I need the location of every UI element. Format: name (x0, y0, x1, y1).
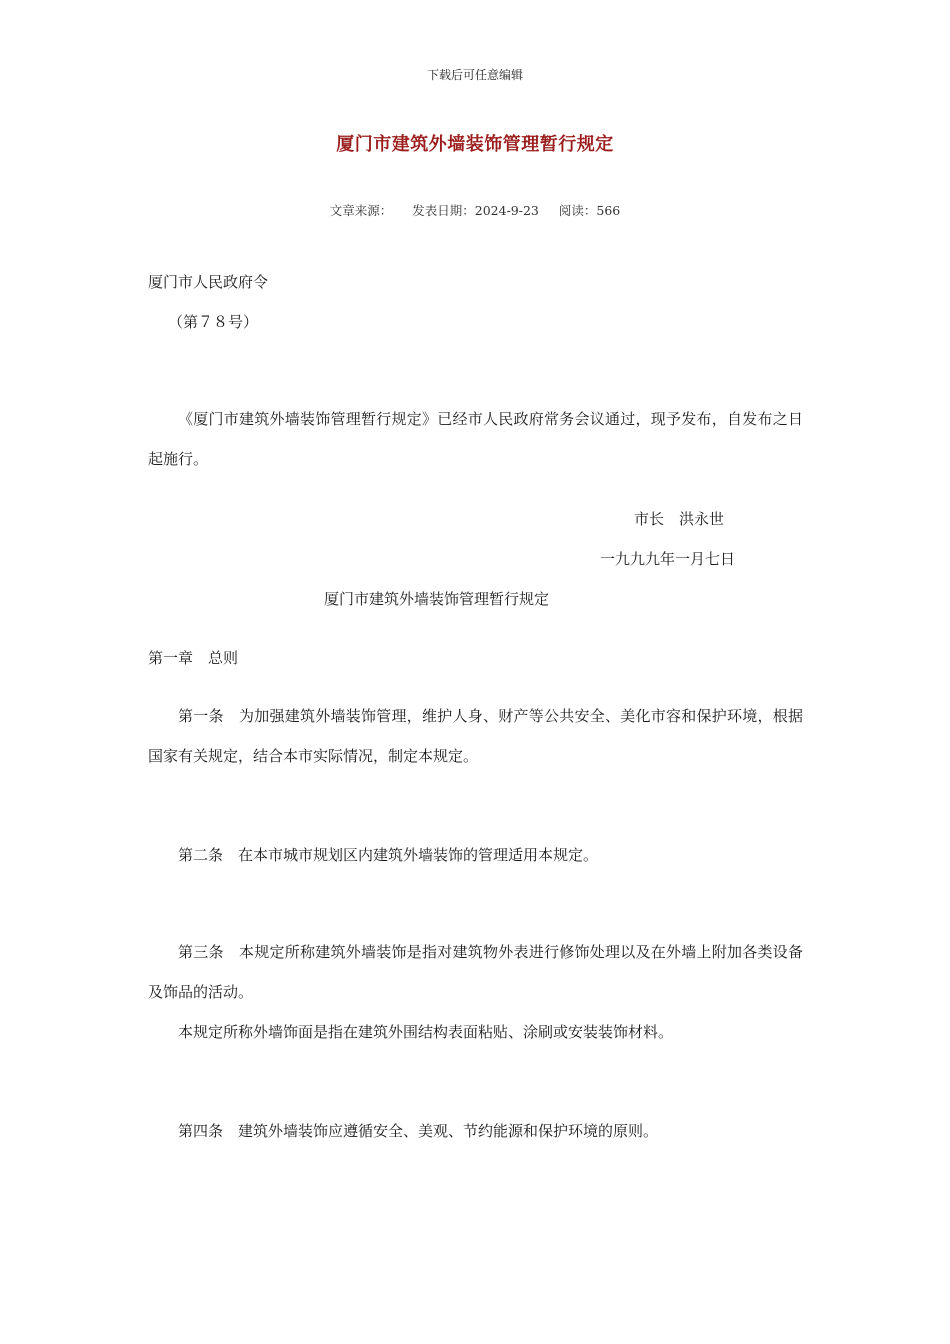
order-number: （第７８号） (168, 313, 259, 331)
article-3: 第三条 本规定所称建筑外墙装饰是指对建筑物外表进行修饰处理以及在外墙上附加各类设备及饰品的活动。 (148, 943, 803, 1001)
article-3-paragraph-2: 本规定所称外墙饰面是指在建筑外围结构表面粘贴、涂刷或安装装饰材料。 (178, 1023, 674, 1041)
meta-reads: 阅读：566 (558, 203, 621, 218)
article-1: 第一条 为加强建筑外墙装饰管理，维护人身、财产等公共安全、美化市容和保护环境，根据国家有关规定，结合本市实际情况，制定本规定。 (148, 707, 803, 765)
header-note: 下载后可任意编辑 (426, 68, 523, 82)
page-title: 厦门市建筑外墙装饰管理暂行规定 (336, 134, 614, 155)
order-signer: 市长 洪永世 (634, 510, 725, 528)
chapter-heading: 第一章 总则 (148, 649, 239, 667)
meta-date: 发表日期：2024-9-23 (412, 203, 539, 218)
order-sign-date: 一九九九年一月七日 (600, 550, 736, 568)
article-meta (0, 201, 950, 219)
article-4: 第四条 建筑外墙装饰应遵循安全、美观、节约能源和保护环境的原则。 (178, 1122, 659, 1140)
order-issuer: 厦门市人民政府令 (148, 273, 269, 291)
document-title: 厦门市建筑外墙装饰管理暂行规定 (324, 590, 550, 608)
article-2: 第二条 在本市城市规划区内建筑外墙装饰的管理适用本规定。 (178, 846, 599, 864)
order-announcement: 《厦门市建筑外墙装饰管理暂行规定》已经市人民政府常务会议通过，现予发布，自发布之日起施行。 (148, 410, 803, 468)
meta-source: 文章来源： (329, 203, 393, 218)
